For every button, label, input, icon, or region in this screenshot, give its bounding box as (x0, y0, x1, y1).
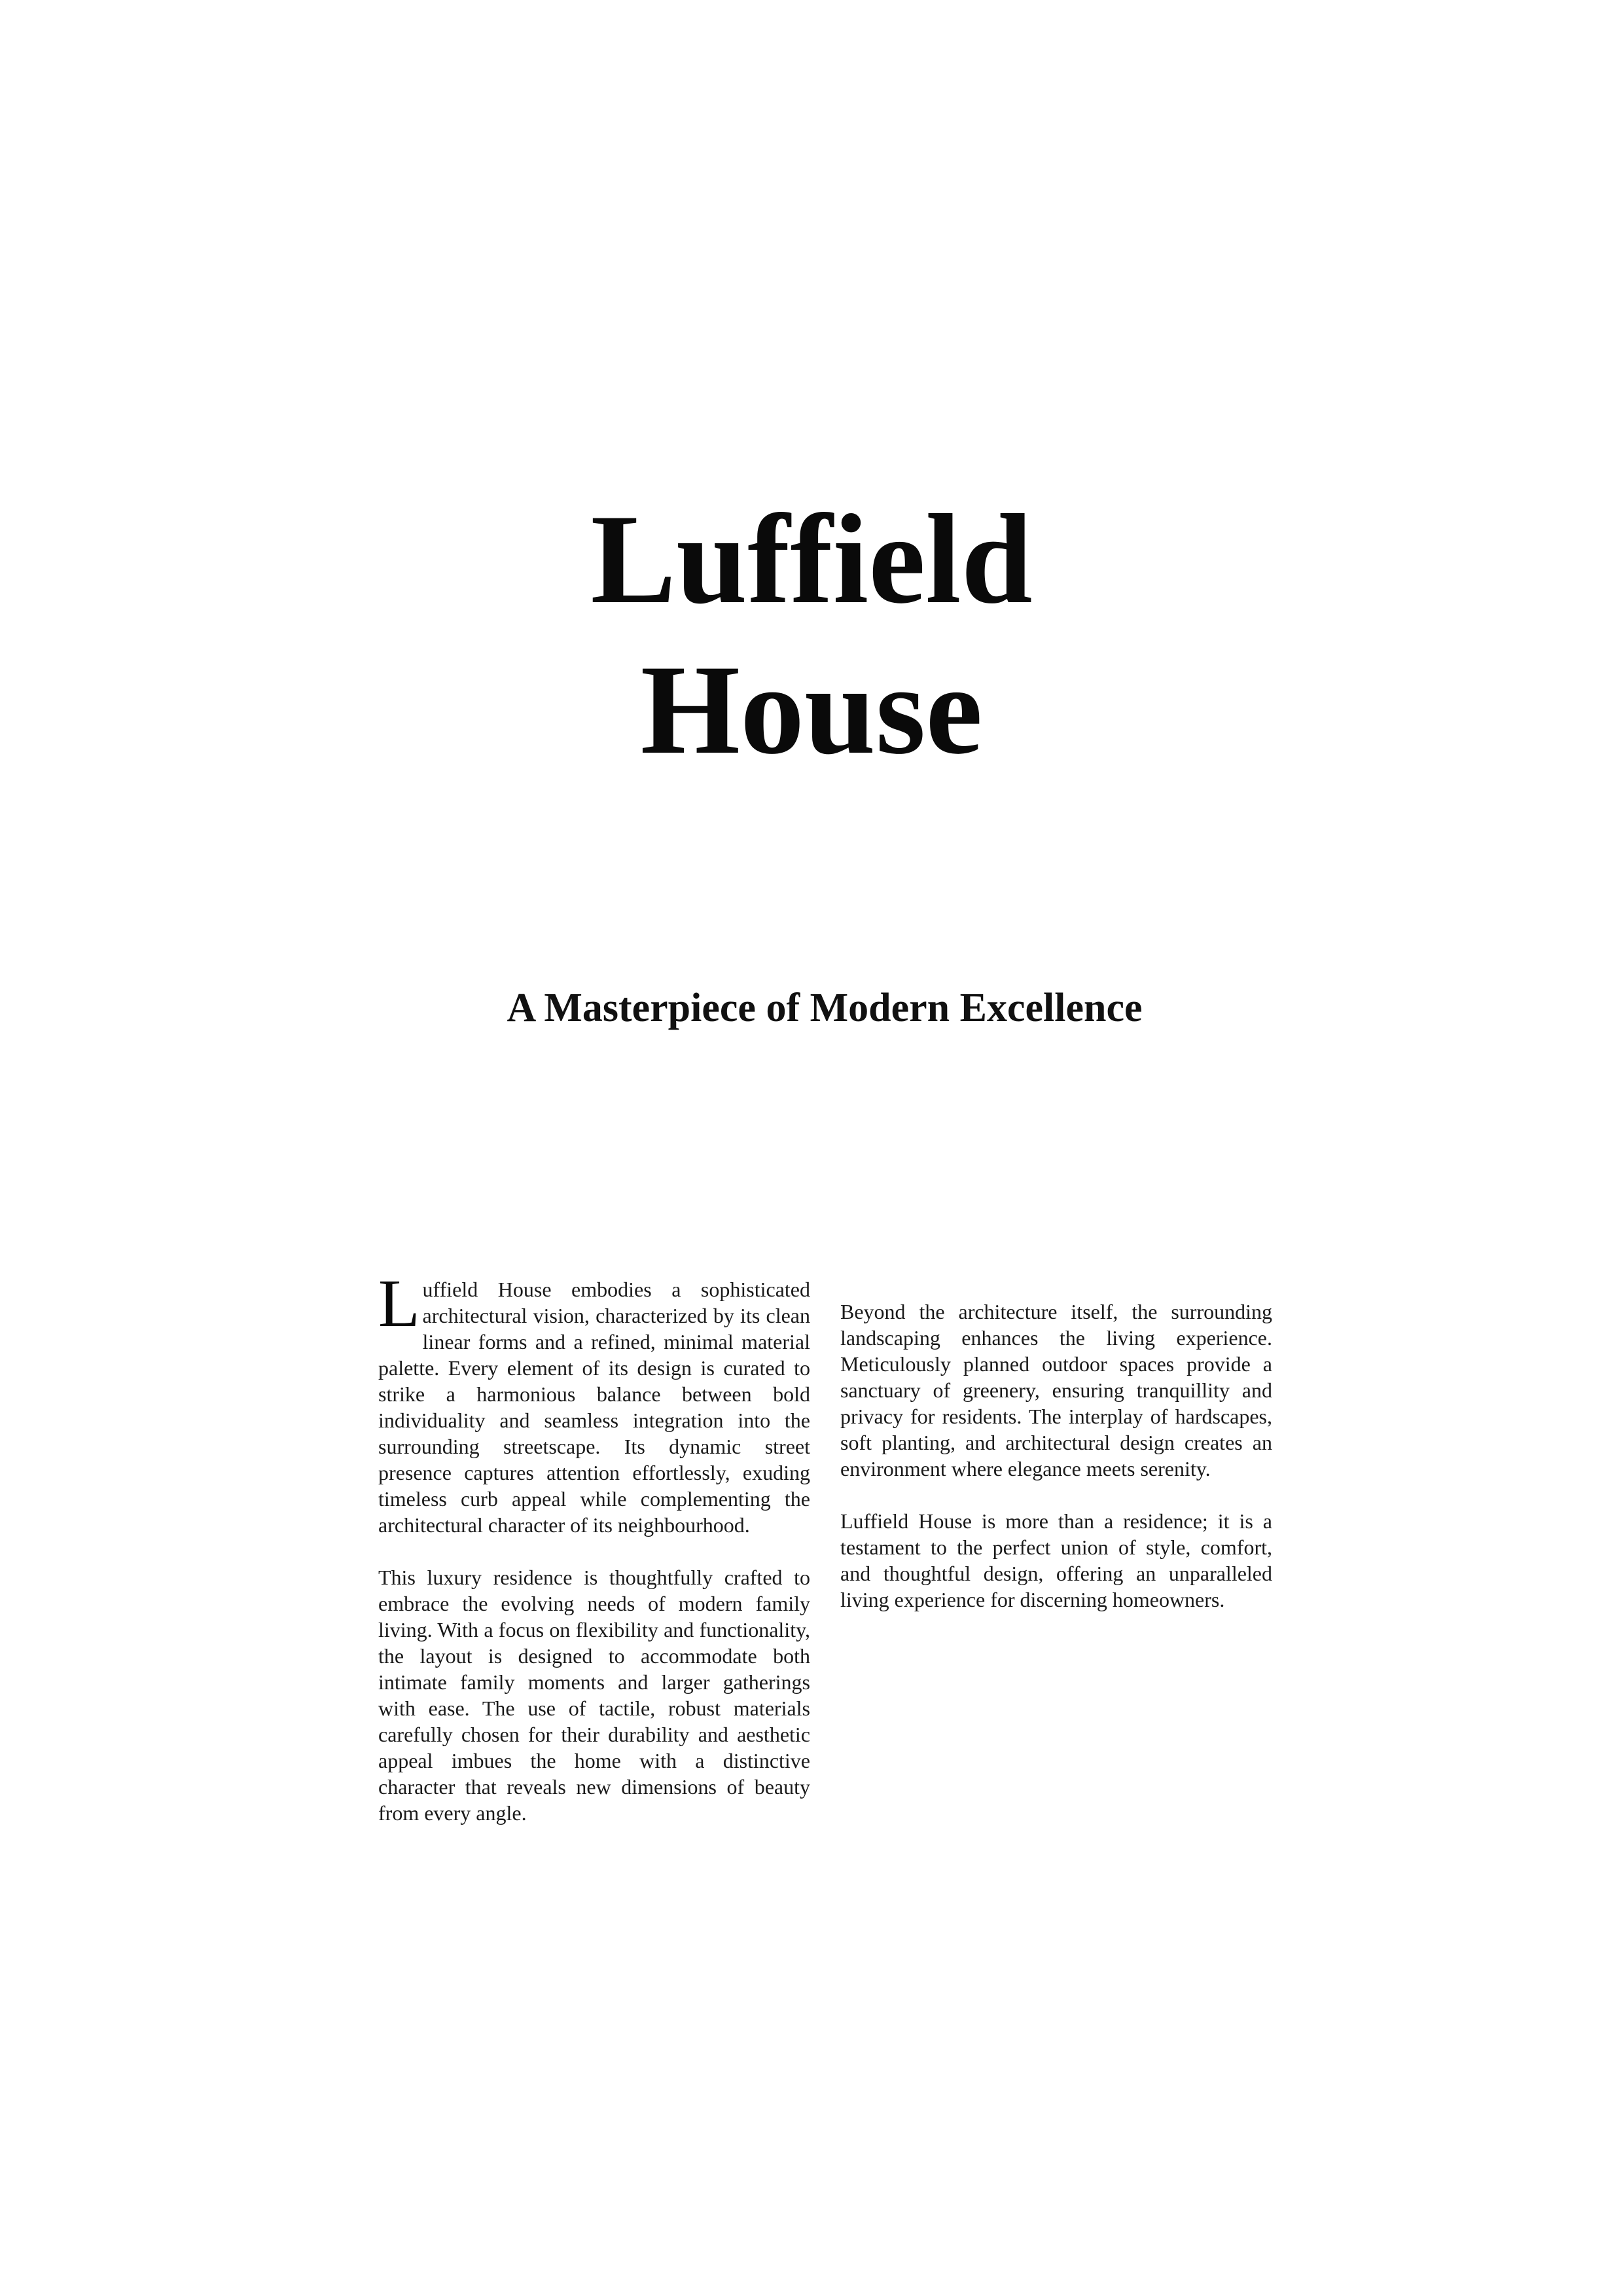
page-title (0, 484, 1623, 785)
body-paragraph-4: Luffield House is more than a residence; it is a testament to the perfect union of style, comfort, and thoughtful design, offering an unparalleled living experience for discerning homeowners. (840, 1509, 1272, 1611)
drop-cap: L (378, 1266, 420, 1341)
title-line-2: House (640, 639, 983, 781)
body-column-left (378, 1266, 810, 1852)
intro-paragraph (378, 1266, 810, 1538)
body-paragraph-3: Beyond the architecture itself, the surrounding landscaping enhances the living experience. Meticulously planned outdoor spaces provide a sanctuary of greenery, ensuring tranquillity and privacy for residents. The interplay of hardscapes, soft planting, and architectural design creates an environment where elegance meets serenity. (840, 1300, 1272, 1480)
title-line-1: Luffield (590, 488, 1033, 630)
intro-paragraph-text: uffield House embodies a sophisticated architectural vision, characterized by its clean linear forms and a refined, minimal material palette. Every element of its design is curated to strike a harmonious balance between bold individuality and seamless integration into the surrounding streetscape. Its dynamic street presence captures attention effortlessly, exuding timeless curb appeal while complementing the architectural character of its neighbourhood. (378, 1278, 810, 1537)
body-column-right (840, 1299, 1272, 1639)
body-paragraph-2: This luxury residence is thoughtfully crafted to embrace the evolving needs of modern family living. With a focus on flexibility and functionality, the layout is designed to accommodate both intimate family moments and larger gatherings with ease. The use of tactile, robust materials carefully chosen for their durability and aesthetic appeal imbues the home with a distinctive character that reveals new dimensions of beauty from every angle. (378, 1566, 810, 1825)
page-subtitle: A Masterpiece of Modern Excellence (507, 986, 1143, 1030)
